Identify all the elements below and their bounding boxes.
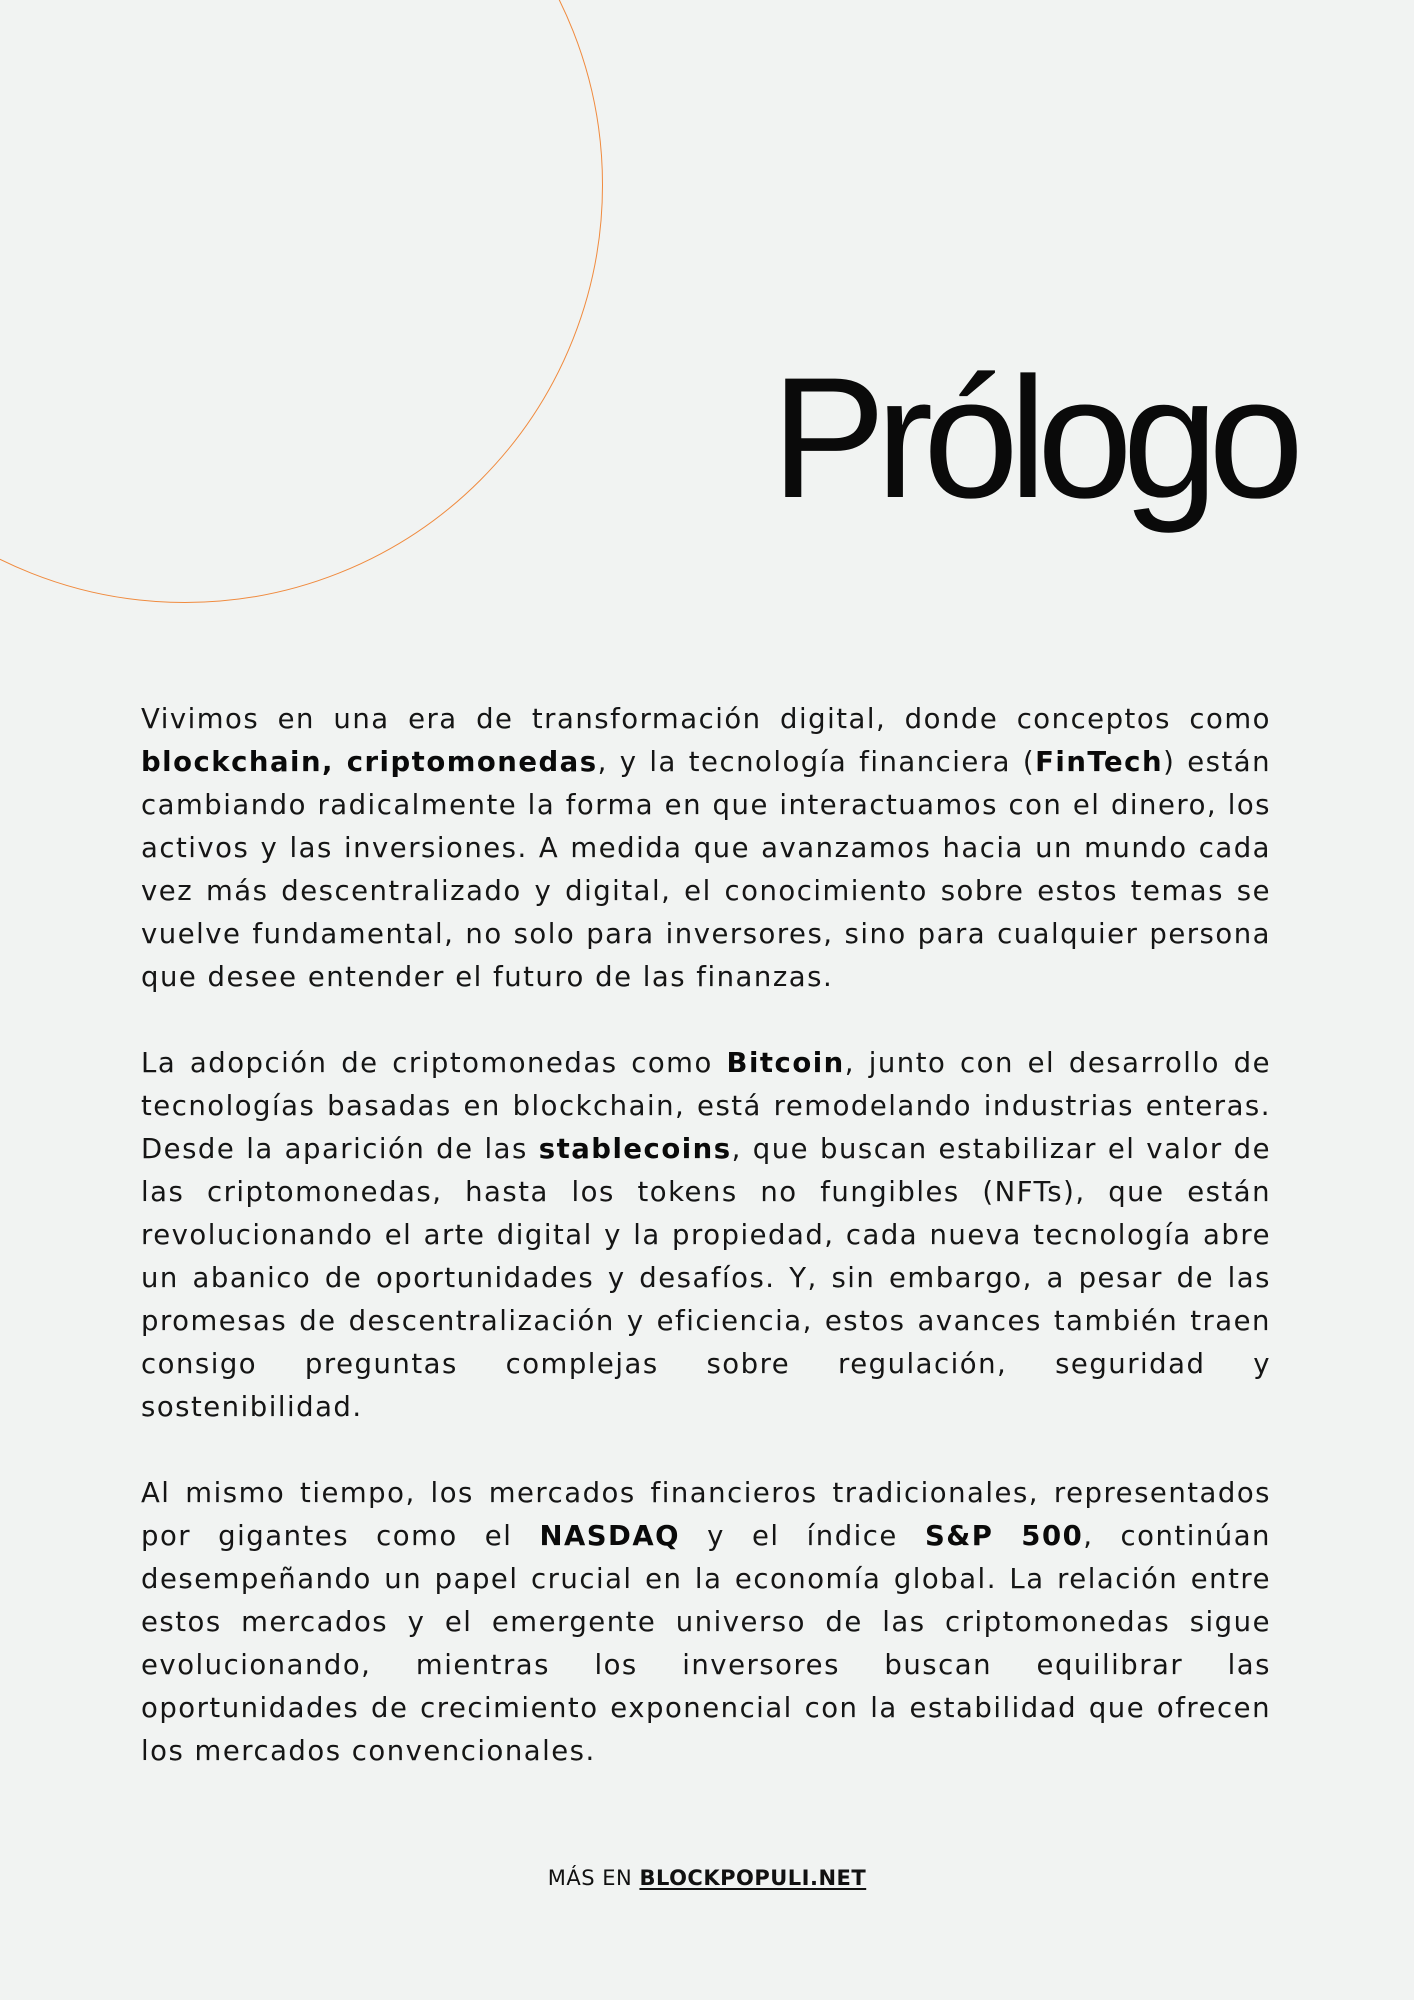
- paragraph-2-segment: La adopción de criptomonedas como: [141, 1047, 727, 1079]
- paragraph-3-segment: Al mismo tiempo, los mercados financieros tradicionales, representados por gigantes como el: [141, 1477, 1271, 1552]
- paragraph-2-bold-term: stablecoins: [538, 1133, 732, 1165]
- paragraph-1-bold-term: blockchain, criptomonedas: [141, 746, 598, 778]
- paragraph-2-segment: , que buscan estabilizar el valor de las criptomonedas, hasta los tokens no fungibles (NFTs), que están revolucionando el arte digital y la propiedad, cada nueva tecnología abre un abanico de oportunidades y desafíos. Y, sin embargo, a pesar de las promesas de descentralización y eficiencia, estos avances también traen consigo preguntas complejas sobre regulación, seguridad y sostenibilidad.: [141, 1133, 1271, 1423]
- paragraph-3-segment: y el índice: [680, 1520, 925, 1552]
- footer: [0, 1866, 1414, 1890]
- paragraph-1-bold-term: FinTech: [1035, 746, 1164, 778]
- paragraph-3-bold-term: NASDAQ: [539, 1520, 681, 1552]
- decorative-circle: [0, 0, 603, 603]
- paragraph-3: [141, 1472, 1271, 1773]
- paragraph-1-segment: Vivimos en una era de transformación digital, donde conceptos como: [141, 703, 1271, 735]
- paragraph-1-segment: ) están cambiando radicalmente la forma en que interactuamos con el dinero, los activos y las inversiones. A medida que avanzamos hacia un mundo cada vez más descentralizado y digital, el conocimiento sobre estos temas se vuelve fundamental, no solo para inversores, sino para cualquier persona que desee entender el futuro de las finanzas.: [141, 746, 1272, 993]
- paragraph-2-segment: , junto con el desarrollo de tecnologías basadas en blockchain, está remodelando industrias enteras. Desde la aparición de las: [141, 1047, 1271, 1165]
- paragraph-3-segment: , continúan desempeñando un papel crucial en la economía global. La relación entre estos mercados y el emergente universo de las criptomonedas sigue evolucionando, mientras los inversores buscan equilibrar las oportunidades de crecimiento exponencial con la estabilidad que ofrecen los mercados convencionales.: [141, 1520, 1271, 1767]
- paragraph-3-bold-term: S&P 500: [924, 1520, 1084, 1552]
- prologue-body: [141, 698, 1271, 1816]
- paragraph-1: [141, 698, 1271, 999]
- footer-prefix: MÁS EN: [547, 1866, 640, 1890]
- paragraph-2: [141, 1042, 1271, 1429]
- paragraph-2-bold-term: Bitcoin: [726, 1047, 845, 1079]
- paragraph-1-segment: , y la tecnología financiera (: [597, 746, 1036, 778]
- footer-website-link[interactable]: BLOCKPOPULI.NET: [639, 1866, 867, 1890]
- page-title: Prólogo: [771, 342, 1294, 534]
